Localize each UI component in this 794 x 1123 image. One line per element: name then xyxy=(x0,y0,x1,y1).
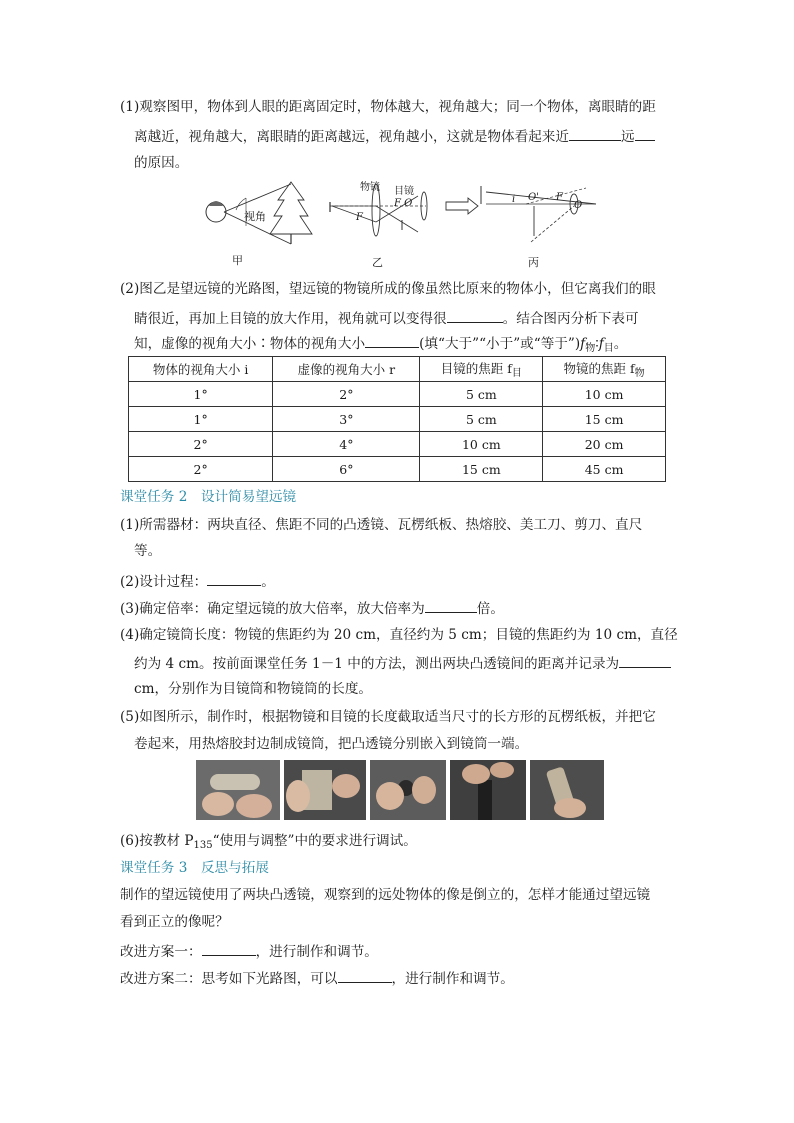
table-header-cell: 虚像的视角大小 r xyxy=(273,357,420,382)
figure-yi-fo-label: F O xyxy=(394,198,413,209)
q2-line1: (2)图乙是望远镜的光路图，望远镜的物镜所成的像虽然比原来的物体小，但它离我们的眼 xyxy=(120,281,656,297)
table-row xyxy=(129,407,666,432)
task2-heading: 课堂任务 2 设计简易望远镜 xyxy=(120,489,297,505)
task2-step2 xyxy=(120,571,275,591)
figure-yi-eyepiece-label: 目镜 xyxy=(394,186,414,197)
table-cell: 3° xyxy=(273,407,420,432)
table-header-cell: 物镜的焦距 $f_物$ xyxy=(543,357,666,382)
task2-step1-cont: 等。 xyxy=(134,543,162,559)
figure-yi-caption: 乙 xyxy=(372,256,383,269)
task2-step5-cont: 卷起来，用热熔胶封边制成镜筒，把凸透镜分别嵌入到镜筒一端。 xyxy=(134,736,529,752)
task3-plan1 xyxy=(120,941,378,961)
task3-plan1-text: 改进方案一： xyxy=(120,944,202,960)
data-table xyxy=(128,356,666,482)
q2-blank-2[interactable] xyxy=(365,333,419,348)
figure-jia-label: 视角 xyxy=(244,210,266,223)
table-row xyxy=(129,382,666,407)
figure-bing-i-label: i xyxy=(512,194,516,205)
task2-step3-end: 倍。 xyxy=(476,601,504,617)
task3-plan2 xyxy=(120,968,514,988)
table-cell: 20 cm xyxy=(543,432,666,457)
q1-blank-tail xyxy=(635,126,655,141)
task2-step4-cont xyxy=(134,653,671,673)
figure-yi-f-label: F xyxy=(356,212,363,223)
q1-blank[interactable] xyxy=(569,126,621,141)
figure-bing-o-prime-label: O' xyxy=(528,192,539,203)
q1-line2-text: 离越近，视角越大，离眼睛的距离越远，视角越小，这就是物体看起来近 xyxy=(134,129,569,145)
table-cell: 15 cm xyxy=(543,407,666,432)
table-cell: 15 cm xyxy=(420,457,543,482)
q2-f-object-sub: 物 xyxy=(585,343,596,354)
q1-line1: (1)观察图甲，物体到人眼的距离固定时，物体越大，视角越大；同一个物体，离眼睛的距 xyxy=(120,99,656,115)
task3-plan2-text: 改进方案二：思考如下光路图，可以 xyxy=(120,971,338,987)
q1-line2 xyxy=(134,126,655,146)
q2-line3-text: 知，虚像的视角大小∶物体的视角大小 xyxy=(134,336,366,352)
task2-step2-text: (2)设计过程： xyxy=(120,574,208,590)
table-cell: 10 cm xyxy=(543,382,666,407)
table-cell: 5 cm xyxy=(420,382,543,407)
photo-roll-cardboard xyxy=(196,760,280,820)
photo-finished-telescope xyxy=(530,760,604,820)
table-cell: 1° xyxy=(129,407,273,432)
task3-plan2-end: ，进行制作和调节。 xyxy=(391,971,514,987)
task2-step6 xyxy=(120,832,417,855)
figure-bing-caption: 丙 xyxy=(528,256,539,269)
task2-step3-text: (3)确定倍率：确定望远镜的放大倍率，放大倍率为 xyxy=(120,601,425,617)
person-hair-icon xyxy=(209,201,223,206)
table-header-cell: 物体的视角大小 i xyxy=(129,357,273,382)
task2-step2-end: 。 xyxy=(261,574,275,590)
photo-assemble-tube xyxy=(450,760,526,820)
figure-jia-caption: 甲 xyxy=(232,254,243,267)
table-header-row xyxy=(129,357,666,382)
task3-plan1-blank[interactable] xyxy=(202,941,256,956)
q2-line2-end: 。结合图丙分析下表可 xyxy=(502,311,639,327)
task2-step6-page: 135 xyxy=(193,840,213,851)
task2-step3-blank[interactable] xyxy=(425,598,477,613)
task3-plan2-blank[interactable] xyxy=(338,968,392,983)
table-cell: 45 cm xyxy=(543,457,666,482)
table-header-cell: 目镜的焦距 $f_目$ xyxy=(420,357,543,382)
task2-step2-blank[interactable] xyxy=(207,571,261,586)
q2-blank-1[interactable] xyxy=(447,308,503,323)
q2-f-eyepiece-sub: 目 xyxy=(603,343,614,354)
q1-line3: 的原因。 xyxy=(134,155,189,171)
q2-colon: ∶ xyxy=(595,336,599,352)
task2-step5: (5)如图所示，制作时，根据物镜和目镜的长度截取适当尺寸的长方形的瓦楞纸板，并把它 xyxy=(120,709,656,725)
q2-line2-text: 睛很近，再加上目镜的放大作用，视角就可以变得很 xyxy=(134,311,447,327)
task2-step4-text: 约为 4 cm。按前面课堂任务 1－1 中的方法，测出两块凸透镜间的距离并记录为 xyxy=(134,656,620,672)
table-cell: 1° xyxy=(129,382,273,407)
table-cell: 2° xyxy=(129,432,273,457)
figure-bing-o-label: O xyxy=(574,200,583,211)
q1-line2-far: 远 xyxy=(621,129,635,145)
task3-plan1-end: ，进行制作和调节。 xyxy=(255,944,378,960)
task2-step3 xyxy=(120,598,504,618)
q2-f-eyepiece: f xyxy=(598,336,604,352)
table-row xyxy=(129,432,666,457)
task2-step4-blank[interactable] xyxy=(619,653,671,668)
figure-bing-f-label: F xyxy=(556,192,563,203)
q2-line3-hint: (填“大于”“小于”或“等于”) xyxy=(419,336,581,352)
task2-step4-end: cm，分别作为目镜筒和物镜筒的长度。 xyxy=(134,681,373,697)
photo-glue-edge xyxy=(284,760,366,820)
table-cell: 10 cm xyxy=(420,432,543,457)
task2-step6-end: “使用与调整”中的要求进行调试。 xyxy=(212,833,417,849)
photo-insert-lens xyxy=(370,760,446,820)
task2-step1: (1)所需器材：两块直径、焦距不同的凸透镜、瓦楞纸板、热熔胶、美工刀、剪刀、直尺 xyxy=(120,517,643,533)
q2-line3 xyxy=(134,333,627,358)
q2-line2 xyxy=(134,308,639,328)
task3-para1: 制作的望远镜使用了两块凸透镜，观察到的远处物体的像是倒立的，怎样才能通过望远镜 xyxy=(120,887,651,903)
task3-para2: 看到正立的像呢？ xyxy=(120,914,229,930)
table-cell: 2° xyxy=(129,457,273,482)
table-cell: 5 cm xyxy=(420,407,543,432)
table-row xyxy=(129,457,666,482)
figure-yi-objective-label: 物镜 xyxy=(360,182,380,193)
table-cell: 4° xyxy=(273,432,420,457)
task3-heading: 课堂任务 3 反思与拓展 xyxy=(120,860,269,876)
arrow-right-icon xyxy=(446,198,478,214)
table-cell: 2° xyxy=(273,382,420,407)
q2-f-object: f xyxy=(580,336,586,352)
q2-line3-end: 。 xyxy=(613,336,628,352)
table-cell: 6° xyxy=(273,457,420,482)
task2-step4: (4)确定镜筒长度：物镜的焦距约为 20 cm，直径约为 5 cm；目镜的焦距约为 10 cm，直径 xyxy=(120,627,678,643)
task2-step6-text: (6)按教材 P xyxy=(120,833,194,849)
